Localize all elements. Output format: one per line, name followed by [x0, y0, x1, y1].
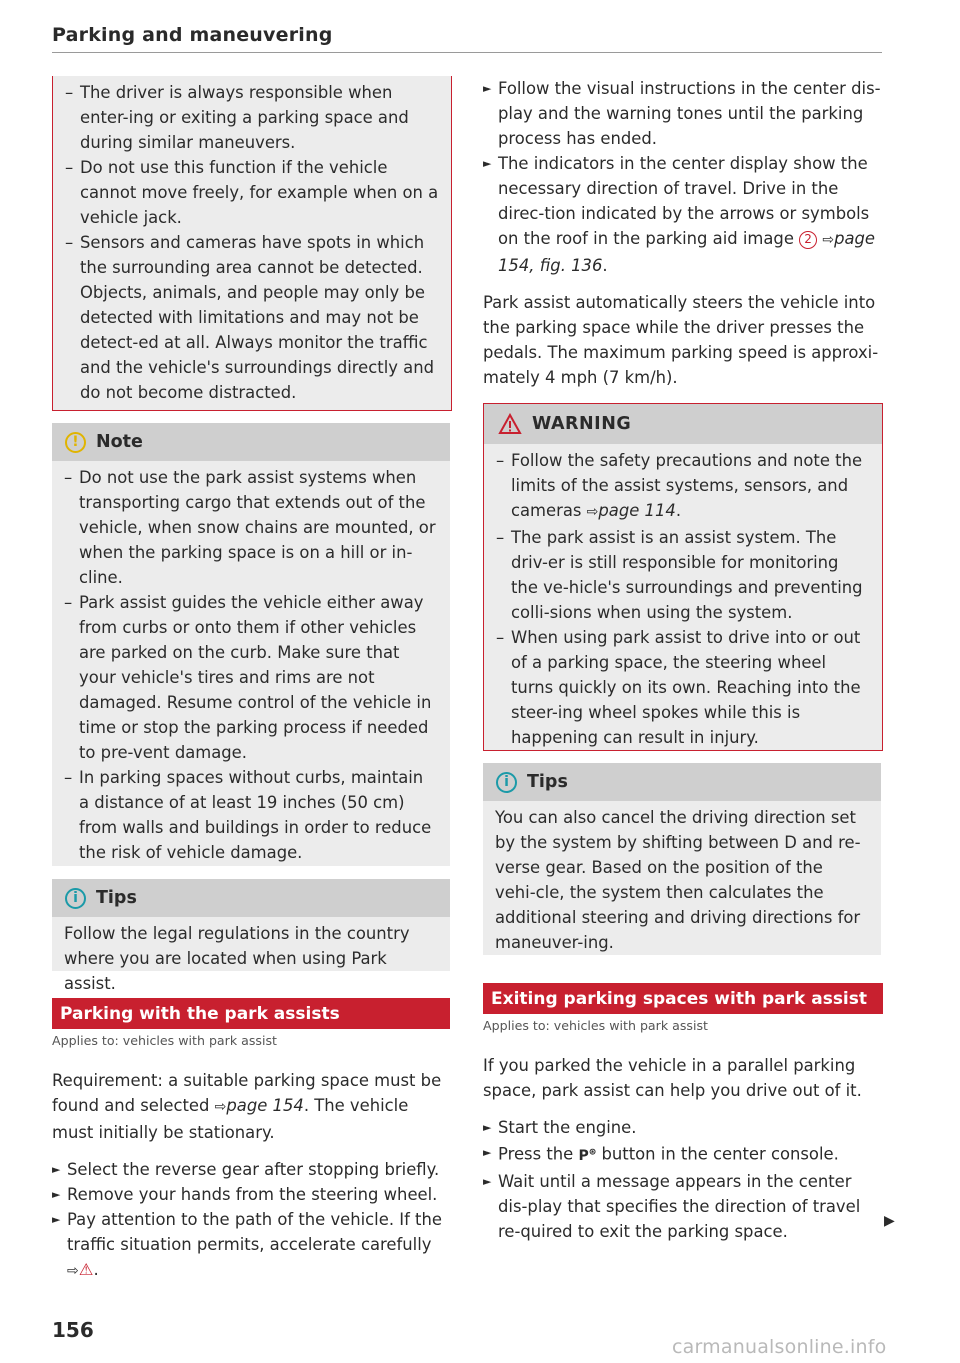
- page-title: Parking and maneuvering: [52, 24, 333, 46]
- tips-header: [483, 763, 881, 801]
- tips-text: Follow the legal regulations in the country where you are located when using Park assist.: [64, 924, 410, 993]
- list-item: – The park assist is an assist system. The driv-er is still responsible for monitoring the ve-hicle's surroundings and preventing colli-sions when using the system.: [496, 528, 863, 622]
- caution-icon: !: [65, 432, 86, 453]
- list-item: ► Follow the visual instructions in the center dis-play and the warning tones until the parking process has ended.: [483, 76, 883, 151]
- reference-arrow-icon: ⇨: [822, 232, 835, 248]
- tips-title: Tips: [96, 888, 137, 908]
- list-item: ► Remove your hands from the steering wheel.: [52, 1182, 450, 1207]
- continue-arrow-icon: ▶: [884, 1213, 895, 1229]
- bullet-arrow-icon: ►: [52, 1188, 61, 1201]
- section-exiting: [483, 983, 883, 1244]
- bullet-arrow-icon: ►: [483, 157, 492, 170]
- list-item: ► Select the reverse gear after stopping briefly.: [52, 1157, 450, 1182]
- list-item: – The driver is always responsible when enter-ing or exiting a parking space and during similar maneuvers.: [65, 83, 409, 152]
- park-assist-button-icon: P⊛: [578, 1147, 597, 1164]
- bullet-arrow-icon: ►: [483, 1121, 492, 1134]
- warning-triangle-icon: [498, 413, 522, 435]
- page-header: [52, 24, 882, 53]
- list-item: ► Press the P⊛ button in the center console.: [483, 1140, 883, 1169]
- tips-panel-right: [483, 763, 881, 955]
- list-item: – Do not use this function if the vehicle cannot move freely, for example when on a vehicle jack.: [65, 158, 439, 227]
- reference-arrow-icon: ⇨: [586, 504, 599, 520]
- watermark: carmanualsonline.info: [672, 1336, 887, 1358]
- warning-box: [483, 403, 883, 751]
- applies-to: Applies to: vehicles with park assist: [52, 1033, 277, 1048]
- warning-title: WARNING: [532, 414, 632, 434]
- warning-header: [484, 404, 882, 444]
- note-title: Note: [96, 432, 143, 452]
- tips-header: [52, 879, 450, 917]
- bullet-arrow-icon: ►: [483, 82, 492, 95]
- paragraph: If you parked the vehicle in a parallel parking space, park assist can help you drive out of it.: [483, 1056, 862, 1100]
- list-item: – In parking spaces without curbs, maintain a distance of at least 19 inches (50 cm) from walls and buildings in order to reduce the risk of vehicle damage.: [64, 768, 432, 862]
- section-heading: Exiting parking spaces with park assist: [483, 983, 883, 1014]
- note-panel: [52, 423, 450, 866]
- tips-text: You can also cancel the driving direction set by the system by shifting between D and re-verse gear. Based on the position of the vehi-cle, the system then calculates the additional steering and driving directions for maneuver-ing.: [495, 808, 861, 952]
- tips-panel-left: [52, 879, 450, 993]
- warning-symbol-icon: ⚠: [78, 1260, 94, 1279]
- page-reference: page 154: [226, 1096, 304, 1115]
- info-icon: i: [496, 772, 517, 793]
- page-number: 156: [52, 1318, 94, 1342]
- section-heading: Parking with the park assists: [52, 998, 450, 1029]
- list-item: ► Wait until a message appears in the center dis-play that specifies the direction of travel re-quired to exit the parking space.: [483, 1169, 883, 1244]
- callout-number: 2: [799, 231, 817, 249]
- applies-to: Applies to: vehicles with park assist: [483, 1018, 708, 1033]
- bullet-arrow-icon: ►: [483, 1146, 492, 1159]
- list-item: – Do not use the park assist systems when transporting cargo that extends out of the vehicle, when snow chains are mounted, or when the parking space is on a hill or in-cline.: [64, 468, 436, 587]
- reference-arrow-icon: ⇨: [67, 1263, 79, 1279]
- right-steps: [483, 76, 883, 390]
- list-item: – Park assist guides the vehicle either away from curbs or onto them if other vehicles are parked on the curb. Make sure that your vehicle's tires and rims are not damaged. Resume control of the vehicle in time or stop the parking process if needed to pre-vent damage.: [64, 593, 432, 762]
- note-header: [52, 423, 450, 461]
- list-item: ► The indicators in the center display show the necessary direction of travel. Drive in the direc-tion indicated by the arrows or symbols on the roof in the parking aid image 2 ⇨page 154, fig. 136.: [483, 151, 883, 278]
- paragraph: Park assist automatically steers the vehicle into the parking space while the driver presses the pedals. The maximum parking speed is approxi-mately 4 mph (7 km/h).: [483, 293, 879, 387]
- section-parking: [52, 998, 450, 1284]
- info-icon: i: [65, 888, 86, 909]
- list-item: ► Start the engine.: [483, 1115, 883, 1140]
- reference-arrow-icon: ⇨: [214, 1099, 227, 1115]
- page-reference: page 154, fig. 136: [498, 229, 876, 275]
- list-item: – Sensors and cameras have spots in which the surrounding area cannot be detected. Objects, animals, and people may only be detected with limitations and may not be detect-ed at all. Always monitor the traffic and the vehicle's surroundings directly and do not become distracted.: [65, 233, 435, 402]
- list-item: – Follow the safety precautions and note the limits of the assist systems, sensors, and cameras ⇨page 114.: [496, 451, 863, 520]
- tips-title: Tips: [527, 772, 568, 792]
- list-item: – When using park assist to drive into or out of a parking space, the steering wheel turns quickly on its own. Reaching into the steer-ing wheel spokes while this is happening can result in injury.: [496, 628, 861, 747]
- bullet-arrow-icon: ►: [52, 1213, 61, 1226]
- bullet-arrow-icon: ►: [483, 1174, 492, 1188]
- page-reference: page 114: [598, 501, 676, 520]
- warning-continued-box: [52, 76, 452, 411]
- bullet-arrow-icon: ►: [52, 1163, 61, 1176]
- requirement-paragraph: Requirement: a suitable parking space must be found and selected ⇨page 154. The vehicle must initially be stationary.: [52, 1071, 442, 1142]
- list-item: ► Pay attention to the path of the vehicle. If the traffic situation permits, accelerate carefully ⇨⚠.: [52, 1207, 450, 1284]
